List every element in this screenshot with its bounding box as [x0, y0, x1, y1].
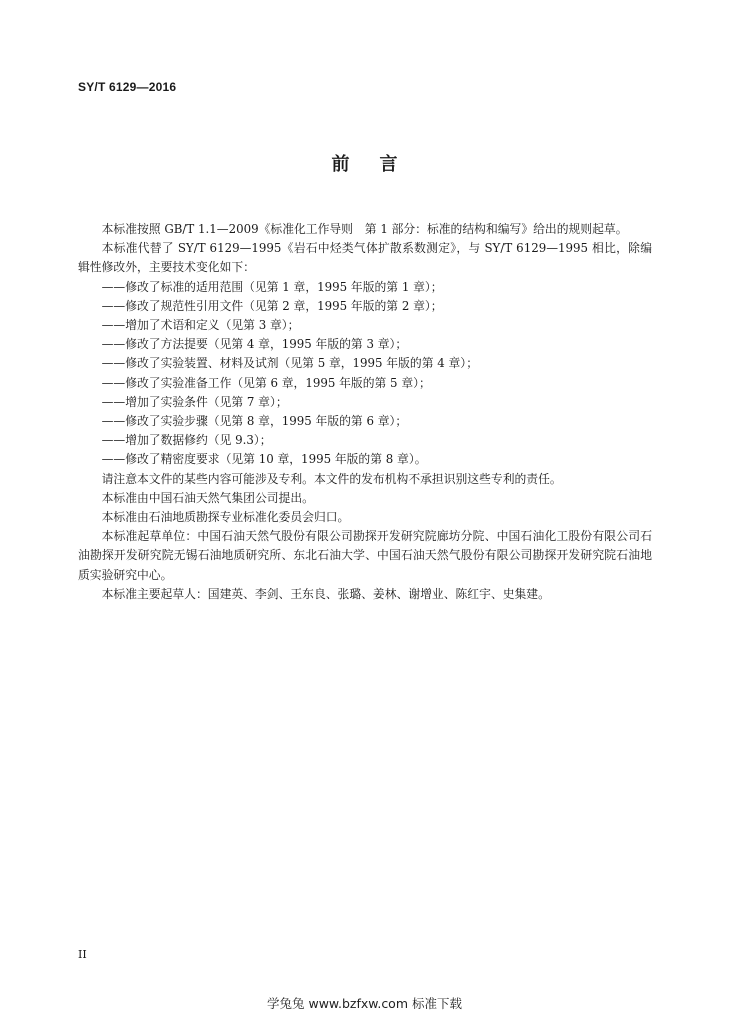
- change-item: ——增加了术语和定义（见第 3 章）；: [101, 318, 300, 333]
- change-item: ——增加了数据修约（见 9.3）；: [101, 433, 272, 448]
- foreword-body: [78, 220, 652, 604]
- change-item: ——修改了精密度要求（见第 10 章，1995 年版的第 8 章）。: [101, 452, 427, 467]
- change-item: ——修改了实验装置、材料及试剂（见第 5 章，1995 年版的第 4 章）；: [101, 356, 478, 371]
- change-item: ——增加了实验条件（见第 7 章）；: [101, 394, 288, 409]
- paragraph-drafting-units: 本标准起草单位：中国石油天然气股份有限公司勘探开发研究院廊坊分院、中国石油化工股份有限公司石油勘探开发研究院无锡石油地质研究所、东北石油大学、中国石油天然气股份有限公司勘探开发研究院石油地质实验研究中心。: [78, 529, 652, 582]
- paragraph-drafting-rules: 本标准按照 GB/T 1.1—2009《标准化工作导则 第 1 部分：标准的结构和编写》给出的规则起草。: [101, 222, 628, 236]
- change-item: ——修改了实验步骤（见第 8 章，1995 年版的第 6 章）；: [101, 414, 408, 429]
- standard-number: SY/T 6129—2016: [78, 80, 177, 94]
- page-number: II: [78, 948, 87, 961]
- paragraph-proposed-by: 本标准由中国石油天然气集团公司提出。: [101, 490, 314, 505]
- paragraph-centralized-by: 本标准由石油地质勘探专业标准化委员会归口。: [101, 510, 350, 525]
- page-title: 前言: [331, 154, 428, 175]
- watermark-text: 学兔兔 www.bzfxw.com 标准下载: [267, 996, 462, 1011]
- paragraph-replaces: 本标准代替了 SY/T 6129—1995《岩石中烃类气体扩散系数测定》，与 SY/T 6129—1995 相比，除编辑性修改外，主要技术变化如下：: [78, 241, 652, 275]
- paragraph-drafters: 本标准主要起草人：国建英、李剑、王东良、张璐、姜林、谢增业、陈红宇、史集建。: [101, 586, 550, 601]
- change-item: ——修改了规范性引用文件（见第 2 章，1995 年版的第 2 章）；: [101, 298, 443, 313]
- paragraph-patent-notice: 请注意本文件的某些内容可能涉及专利。本文件的发布机构不承担识别这些专利的责任。: [101, 471, 562, 486]
- change-item: ——修改了实验准备工作（见第 6 章，1995 年版的第 5 章）；: [101, 375, 431, 390]
- change-item: ——修改了标准的适用范围（见第 1 章，1995 年版的第 1 章）；: [101, 279, 443, 294]
- change-item: ——修改了方法提要（见第 4 章，1995 年版的第 3 章）；: [101, 337, 408, 352]
